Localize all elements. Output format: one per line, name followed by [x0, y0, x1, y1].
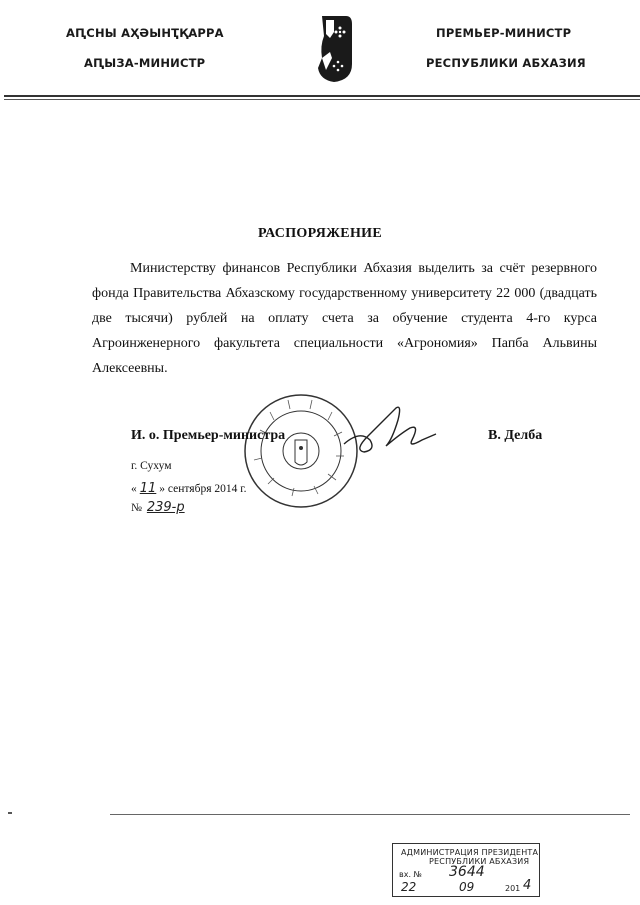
order-number-prefix: № [131, 502, 142, 514]
footer-rule [110, 814, 630, 815]
stamp-line2: РЕСПУБЛИКИ АБХАЗИЯ [429, 857, 530, 866]
city-label: г. Сухум [131, 460, 172, 472]
signer-title: И. о. Премьер-министра [131, 428, 286, 443]
header-left-line2: АԤЫЗА-МИНИСТР [84, 56, 206, 70]
signer-name: В. Делба [488, 428, 543, 443]
stamp-line1: АДМИНИСТРАЦИЯ ПРЕЗИДЕНТА [401, 848, 539, 857]
header-rule-thick [4, 95, 640, 97]
body-paragraph: Министерству финансов Республики Абхазия выделить за счёт резервного фонда Правительства Абхазскому государственному университету 22 000 (двадцать две тысячи) рублей на оплату счета за обучение студента 4-го курса Агроинженерного факультета специальности «Агрономия» Папба Альвины Алексеевны. [92, 261, 597, 376]
stamp-day: 22 [401, 880, 417, 894]
header-right-line2: РЕСПУБЛИКИ АБХАЗИЯ [426, 56, 586, 70]
header-left-line1: АԤСНЫ АҲӘЫНҬҚАРРА [66, 26, 224, 40]
stamp-month: 09 [459, 880, 475, 894]
stamp-number: 3644 [449, 864, 485, 880]
date-open-quote: « [131, 483, 137, 495]
order-number-value: 239-р [146, 500, 185, 515]
handwritten-signature-icon [340, 400, 440, 460]
document-title: РАСПОРЯЖЕНИЕ [258, 226, 382, 241]
stamp-number-prefix: вх. № [399, 870, 422, 879]
document-body [92, 256, 597, 381]
order-number-line [131, 500, 185, 515]
emblem-icon [312, 12, 354, 84]
header-right-line1: ПРЕМЬЕР-МИНИСТР [436, 26, 572, 40]
date-line [131, 481, 247, 496]
stamp-year-suffix: 4 [523, 878, 532, 893]
stamp-year-prefix: 201 [505, 884, 521, 893]
scan-mark [8, 812, 12, 814]
header-rule-thin [4, 99, 640, 100]
date-day: 11 [139, 481, 157, 496]
date-rest: » сентября 2014 г. [159, 483, 247, 495]
registration-stamp [392, 843, 540, 897]
